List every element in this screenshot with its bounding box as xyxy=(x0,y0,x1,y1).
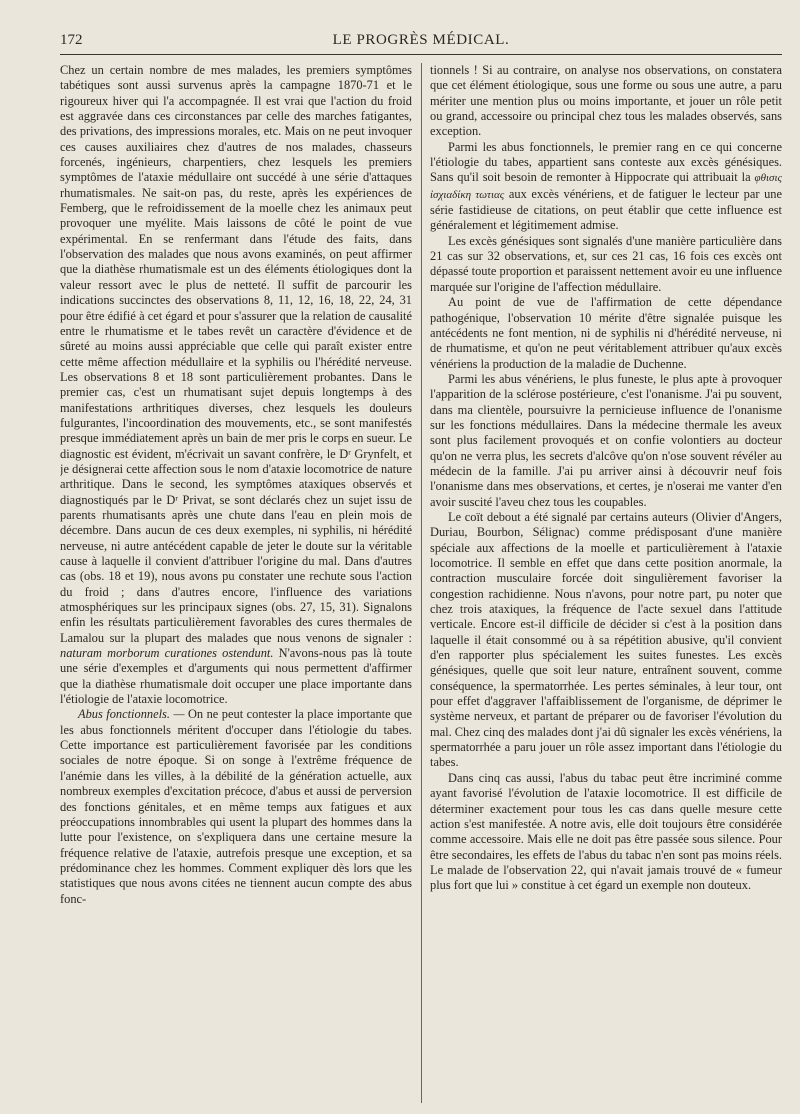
paragraph-statistics: Les excès génésiques sont signalés d'une manière particulière dans 21 cas sur 32 observations, et, sur ces 21 cas, 16 fois ces excès ont dépassé toute proportion et paraissent nettement avoir eu une influence marquée sur l'origine de l'affection médullaire. xyxy=(430,233,782,294)
paragraph-rheumatism xyxy=(60,63,412,707)
paragraph-functional-abuse xyxy=(60,707,412,906)
paragraph-text: On ne peut contester la place importante que les abus fonctionnels méritent d'occuper dans l'étiologie du tabes. Cette importance est particulièrement favorisée par les conditions sociales de notre époque. Si on songe à l'extrême fréquence de l'anémie dans les villes, à la débilité de la génération actuelle, aux nombreux exemples d'excitation précoce, d'abus et aussi de perversion des fonctions génitales, et en même temps aux fatigues et aux préoccupations innombrables qui usent la plupart des hommes dans la lutte pour l'existence, on s'expliquera dans une certaine mesure la fréquence relative de l'ataxie, autrefois presque une exception, et sa prédominance chez les hommes. Comment expliquer dès lors que les statistiques que nous avons citées ne tiennent aucun compte des abus fonc- xyxy=(60,707,412,906)
paragraph-continuation: tionnels ! Si au contraire, on analyse nos observations, on constatera que cet élément étiologique, sous une forme ou sous une autre, a paru mériter une mention plus ou moins importante, et jouer un rôle petit ou grand, accessoire ou principal chez tous les malades observés, sans exception. xyxy=(430,63,782,139)
paragraph-text: Chez un certain nombre de mes malades, les premiers symptômes tabétiques sont aussi survenus après la campagne 1870-71 et le rigoureux hiver qui l'a accompagnée. Il est vrai que l'action du froid est aggravée dans ces circonstances par celle des marches fatigantes, des privations, des impressions morales, etc. Mais on ne peut invoquer ces causes auxiliaires chez d'autres de nos malades, chasseurs forcenés, ingénieurs, charpentiers, chez lesquels les premiers symptômes de l'ataxie médullaire ont succédé à une série d'attaques rhumatismales. Ne sait-on pas, du reste, après les expériences de Femberg, que le refroidissement de la moelle chez les animaux peut provoquer une myélite. Mais laissons de côté le point de vue expérimental. En se renfermant dans l'étude des faits, dans l'observation des malades que nous avons examinés, on peut affirmer que la diathèse rhumatismale est un des éléments étiologiques dont la valeur ressort avec le plus de netteté. Il suffit de parcourir les indications succinctes des observations 8, 11, 12, 16, 18, 22, 24, 31 pour être édifié à cet égard et pour s'assurer que la relation de causalité entre le rhumatisme et le tabes revêt un caractère d'évidence et de sûreté au moins aussi appréciable que celle qui paraît exister entre cette même affection médullaire et la syphilis ou l'hérédité nerveuse. Les observations 8 et 18 sont particulièrement probantes. Dans le premier cas, c'est un rhumatisant sujet depuis longtemps à des manifestations arthritiques diverses, chez lesquels les douleurs fulgurantes, l'incoordination des mouvements, etc., se sont manifestés presque immédiatement après un bain de mer pris le corps en sueur. Le diagnostic est évident, m'écrivait un savant confrère, le Dʳ Grynfelt, et je désignerai cette affection sous le nom d'ataxie locomotrice de nature arthritique. Dans le second, les symptômes ataxiques observés et diagnostiqués par le Dʳ Privat, se sont déclarés chez un sujet issu de parents rhumatisants après une chute dans l'eau en plein mois de décembre. Dans aucun de ces deux exemples, ni syphilis, ni hérédité nerveuse, ni autre antécédent capable de jeter le doute sur la véritable cause à laquelle il convient d'attribuer l'origine du mal. Dans d'autres cas (obs. 18 et 19), nous avons pu constater une rechute sous l'action du froid ; dans d'autres encore, l'influence des variations atmosphériques sur les principaux signes (obs. 27, 15, 31). Signalons enfin les résultats particulièrement favorables des cures thermales de Lamalou sur la plupart des malades que nous venons de signaler : xyxy=(60,63,412,645)
latin-quotation: naturam morborum curationes ostendunt. xyxy=(60,646,274,661)
column-divider xyxy=(421,63,422,1103)
paragraph-coitus: Le coït debout a été signalé par certains auteurs (Olivier d'Angers, Duriau, Bourbon, Sélignac) comme prédisposant d'une manière spéciale aux affections de la moelle et particulièrement à l'ataxie locomotrice. Il semble en effet que dans cette position anormale, la contraction musculaire forcée doit singulièrement favoriser la congestion rachidienne. Nous n'avons, pour notre part, pu noter que chez trois ataxiques, la fréquence de l'acte sexuel dans l'attitude verticale. Encore est-il difficile de décider si c'est à la position dans laquelle il était consommé ou à sa répétition abusive, qu'il convient d'en rapporter plus spécialement les suites funestes. Les excès génésiques, quelle que soit leur nature, entraînent souvent, comme conséquence, la spermatorrhée. Les pertes séminales, à leur tour, ont pour effet d'aggraver l'affaiblissement de l'organisme, de déprimer le système nerveux, et partant de préparer ou de favoriser l'évolution du mal. Chez cinq des malades dont j'ai dû signaler les excès vénériens, la spermatorrhée a paru jouer un rôle assez important dans l'étiologie du tabes. xyxy=(430,509,782,770)
paragraph-onanism: Parmi les abus vénériens, le plus funeste, le plus apte à provoquer l'apparition de la sclérose postérieure, c'est l'onanisme. J'ai pu souvent, dans ma clientèle, poursuivre la pernicieuse influence de l'onanisme sur les fonctions médullaires. Dans la médecine thermale les aveux sont plus facilement provoqués et on confie volontiers au docteur qu'on ne verra plus, les secrets d'alcôve qu'on n'ose souvent révéler au médecin de la famille. J'ai pu arriver ainsi à découvrir neuf fois l'onanisme dans mes observations, et certes, je n'oserai me vanter d'en avoir suscité l'aveu chez tous les coupables. xyxy=(430,371,782,509)
page-header xyxy=(60,30,782,55)
page-number: 172 xyxy=(60,32,83,48)
section-lead: Abus fonctionnels. — xyxy=(78,707,185,722)
paragraph-observation-10: Au point de vue de l'affirmation de cette dépendance pathogénique, l'observation 10 mérite d'être signalée puisque les antécédents ne font mention, ni de syphilis ni d'hérédité nerveuse, ni de rhumatisme, et qu'on ne peut véritablement attribuer qu'aux excès vénériens la production de la maladie de Duchenne. xyxy=(430,295,782,371)
paragraph-text: Parmi les abus fonctionnels, le premier rang en ce qui concerne l'étiologie du tabes, appartient sans conteste aux excès génésiques. Sans qu'il soit besoin de remonter à Hippocrate qui attribuait la xyxy=(430,139,782,185)
paragraph-tobacco: Dans cinq cas aussi, l'abus du tabac peut être incriminé comme ayant favorisé l'évolution de l'ataxie locomotrice. Il est difficile de déterminer exactement pour tous les cas dans quelle mesure cette action s'est manifestée. A notre avis, elle doit toujours être considérée comme accessoire. Mais elle ne doit pas être passée sous silence. Pour être secondaires, les effets de l'abus du tabac n'en sont pas moins réels. Le malade de l'observation 22, qui n'avait jamais trouvé de « fumeur plus fort que lui » constitue à cet égard un exemple non douteux. xyxy=(430,770,782,893)
journal-title: LE PROGRÈS MÉDICAL. xyxy=(332,32,510,48)
text-columns xyxy=(60,63,782,1103)
paragraph-text: N'avons-nous pas là toute une série d'exemples et d'arguments qui nous permettent d'affirmer que la diathèse rhumatismale doit occuper une place importante dans l'étiologie de l'ataxie locomotrice. xyxy=(60,646,412,707)
left-column xyxy=(60,63,412,1103)
right-column xyxy=(430,63,782,1103)
paragraph-genesic-excess xyxy=(430,140,782,234)
greek-quotation: φθισις ἰσχιαδίκη τωτιας xyxy=(430,172,782,201)
paragraph-text: aux excès vénériens, et de fatiguer le lecteur par une série fastidieuse de citations, on peut établir que cette influence est généralement et légitimement admise. xyxy=(430,186,782,233)
